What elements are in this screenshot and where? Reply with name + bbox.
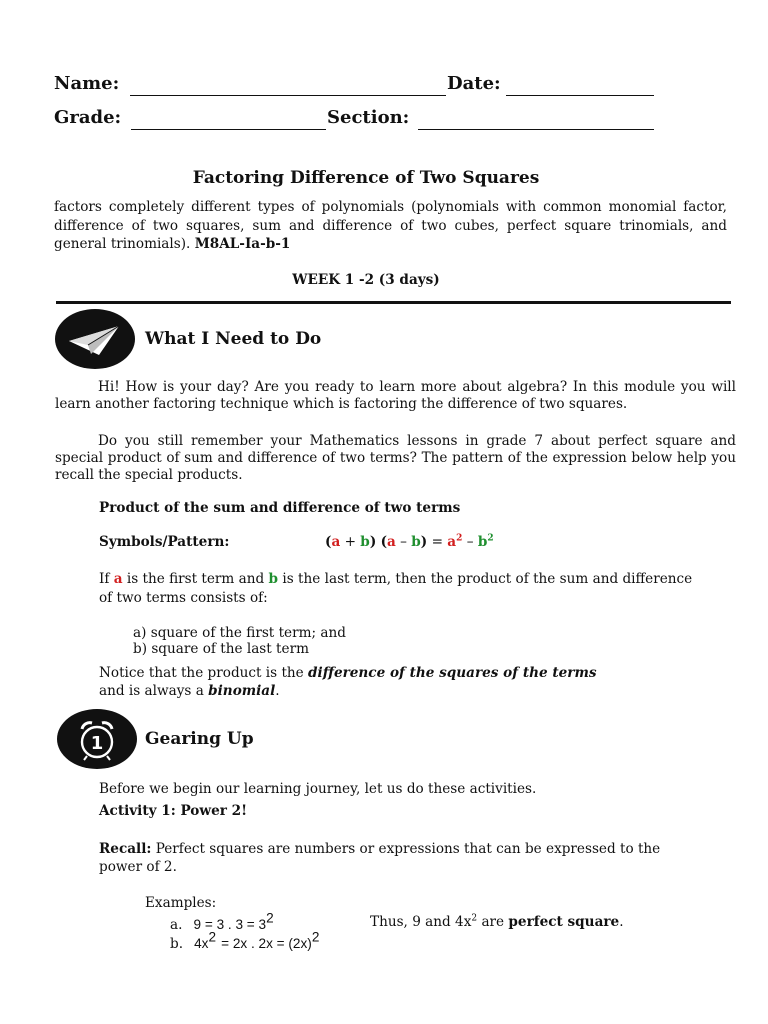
- pattern-label: Symbols/Pattern:: [99, 534, 230, 550]
- if-pre: If: [99, 571, 110, 587]
- notice-line2-emphasis: binomial: [208, 683, 276, 699]
- example-b-expr1: 4x: [194, 936, 209, 951]
- recall-body: Perfect squares are numbers or expressions that can be expressed to the power of 2.: [99, 841, 661, 875]
- notice-text: [99, 664, 719, 700]
- examples-label: Examples:: [145, 895, 217, 911]
- page-title: Factoring Difference of Two Squares: [192, 168, 540, 188]
- example-b-exp2: 2: [311, 929, 320, 945]
- pattern-square-2: 2: [487, 533, 494, 544]
- example-a-expr: 9 = 3 . 3 = 3: [193, 917, 267, 932]
- notice-pre: Notice that the product is the: [99, 665, 304, 681]
- activity-title: Activity 1: Power 2!: [99, 803, 248, 819]
- if-mid: is the first term and: [126, 571, 265, 587]
- pattern-open-2: (: [380, 534, 388, 550]
- section-field[interactable]: [418, 129, 654, 130]
- example-a: [170, 910, 274, 934]
- notice-line2-pre: and is always a: [99, 683, 204, 699]
- example-a-exp: 2: [266, 910, 274, 926]
- notice-emphasis: difference of the squares of the terms: [308, 665, 597, 681]
- pattern-square-1: 2: [456, 533, 463, 544]
- pattern-close-2: ): [420, 534, 428, 550]
- pattern-a-1: a: [331, 534, 341, 550]
- if-post: is the last term, then the product of the sum and difference of two terms consists of:: [99, 571, 693, 606]
- thus-statement: [370, 914, 624, 931]
- list-item: b) square of the last term: [133, 641, 309, 657]
- alarm-icon-digit: 1: [90, 733, 104, 754]
- week-label: WEEK 1 -2 (3 days): [292, 272, 440, 288]
- example-a-label: a.: [170, 917, 183, 933]
- pattern-minus: –: [400, 534, 407, 550]
- thus-post: .: [619, 914, 624, 930]
- thus-mid: are: [481, 914, 505, 930]
- name-label: Name:: [54, 73, 120, 94]
- pattern-b-3: b: [477, 534, 488, 550]
- section-label: Section:: [327, 107, 410, 128]
- thus-bold: perfect square: [508, 914, 620, 930]
- date-label: Date:: [447, 73, 501, 94]
- date-field[interactable]: [506, 95, 654, 96]
- pattern-close-1: ): [369, 534, 377, 550]
- alarm-clock-one-icon: [57, 709, 137, 769]
- competency-description: factors completely different types of polynomials (polynomials with common monomial factor, difference of two squares, sum and difference of two cubes, perfect square trinomials, and general trinomials).: [54, 199, 727, 252]
- pattern-equals: =: [431, 534, 443, 550]
- pattern-b-2: b: [411, 534, 421, 550]
- section-heading-gearing-up: Gearing Up: [145, 729, 254, 749]
- recall-label: Recall:: [99, 841, 152, 857]
- thus-pre: Thus, 9 and 4x: [370, 914, 472, 930]
- pattern-a-3: a: [447, 534, 457, 550]
- example-b: [170, 929, 320, 953]
- grade-label: Grade:: [54, 107, 122, 128]
- pattern-b-1: b: [360, 534, 370, 550]
- if-a: a: [113, 571, 123, 587]
- list-item: a) square of the first term; and: [133, 625, 346, 641]
- notice-line2-post: .: [275, 683, 280, 699]
- grade-field[interactable]: [131, 129, 326, 130]
- example-b-label: b.: [170, 936, 184, 952]
- product-heading: Product of the sum and difference of two terms: [99, 500, 461, 516]
- intro-paragraph-2: Do you still remember your Mathematics lessons in grade 7 about perfect square and special product of sum and difference of two terms? The pattern of the expression below help you recall the special products.: [55, 433, 736, 483]
- paper-plane-icon: [55, 309, 135, 369]
- recall-text: [99, 840, 689, 876]
- section-heading-what-i-need-to-do: What I Need to Do: [145, 329, 322, 349]
- divider: [56, 301, 731, 304]
- pattern-open-1: (: [325, 534, 332, 550]
- pattern-minus-2: –: [466, 534, 474, 550]
- thus-exp: 2: [471, 913, 478, 924]
- pattern-formula: [325, 534, 494, 551]
- if-b: b: [268, 571, 279, 587]
- competency-text: [54, 198, 727, 254]
- pattern-a-2: a: [387, 534, 396, 550]
- pattern-plus: +: [344, 534, 356, 550]
- intro-paragraph-1: Hi! How is your day? Are you ready to learn more about algebra? In this module you will learn another factoring technique which is factoring the difference of two squares.: [55, 379, 736, 412]
- competency-code: M8AL-Ia-b-1: [194, 236, 291, 252]
- gearing-intro: Before we begin our learning journey, let us do these activities.: [99, 781, 537, 797]
- name-field[interactable]: [130, 95, 446, 96]
- example-b-exp1: 2: [208, 929, 217, 945]
- if-statement: [99, 570, 699, 607]
- example-b-expr2: = 2x . 2x = (2x): [221, 936, 312, 951]
